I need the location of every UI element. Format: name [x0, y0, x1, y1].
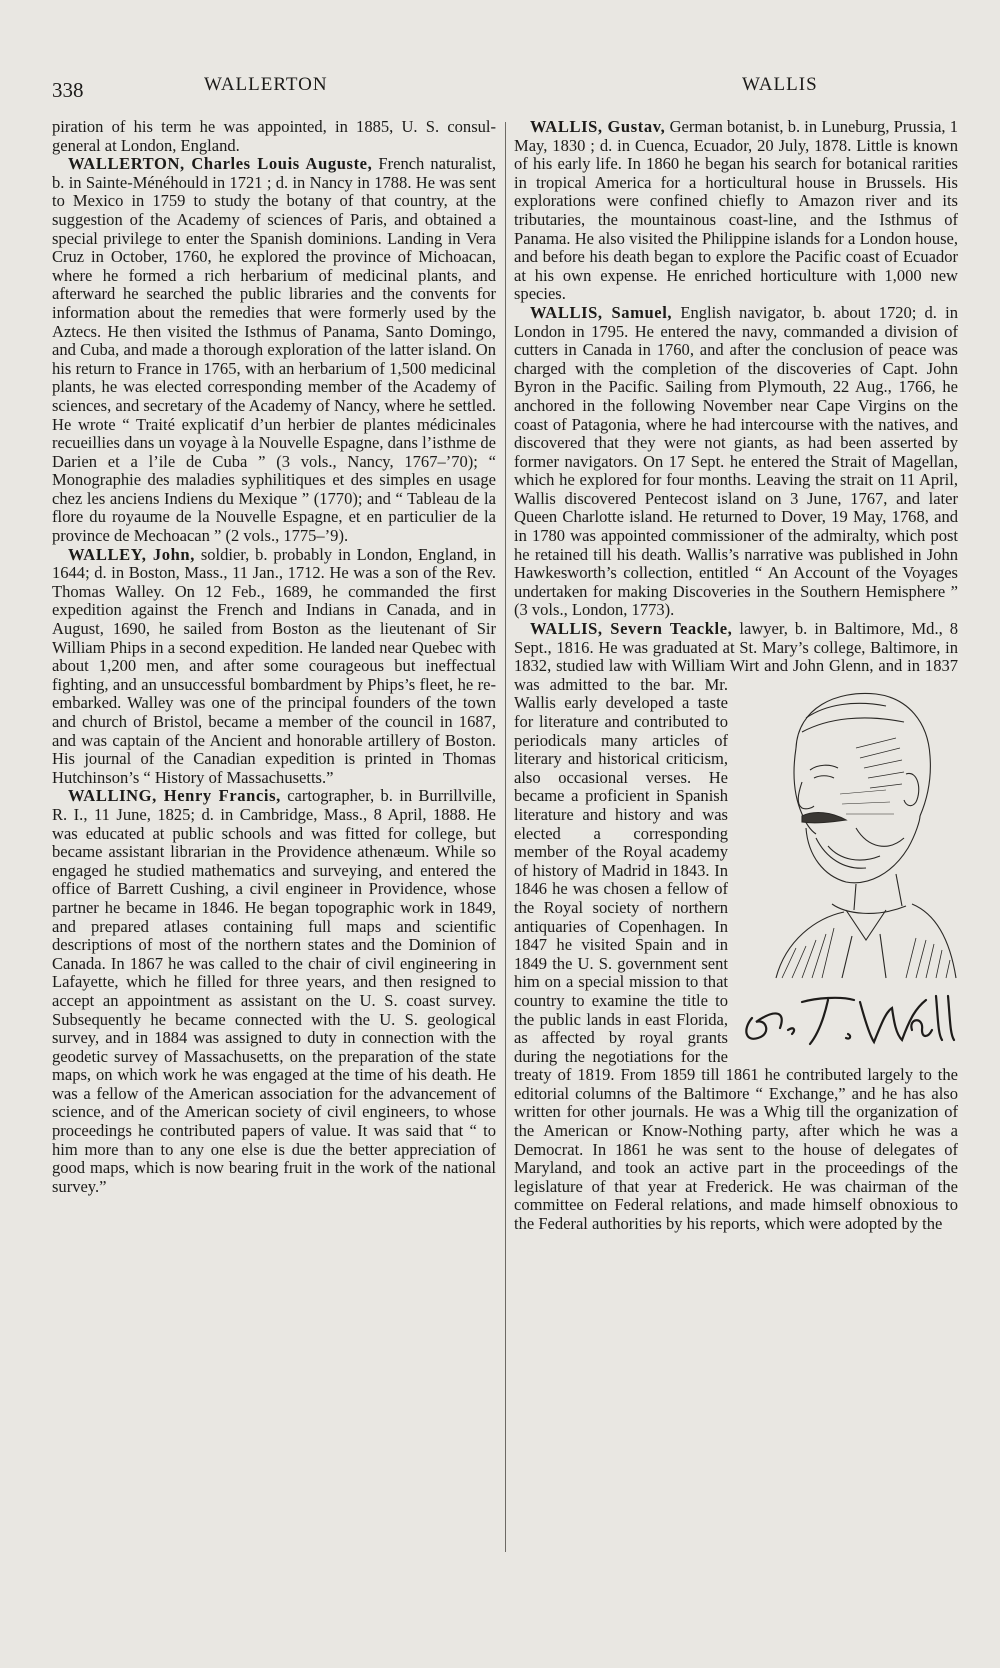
entry-text-wallis-gustav: German botanist, b. in Luneburg, Prussia, 1 May, 1830 ; d. in Cuenca, Ecuador, 20 July, 1878. Little is known of his early life. In 1860 he began his search for botanical rarities in tropical America for a horticultural house in Brussels. His explorations were confined chiefly to Amazon river and its tributaries, the mountainous coast-line, and the Isthmus of Panama. He also visited the Philippine islands for a London house, and before his death began to explore the Pacific coast of Ecuador at his own expense. He enriched horticulture with 1,000 new species.	[514, 117, 958, 304]
entry-wallis-gustav	[514, 118, 958, 304]
entry-text-wallis-severn-intro: lawyer, b. in Baltimore, Md., 8 Sept., 1816. He was graduated at St. Mary’s college, Baltimore, in 1832, studied law with William Wirt and John Glenn, and in 1837	[514, 619, 959, 676]
left-column	[52, 118, 496, 1196]
portrait-signature-text: S. T. Wallis	[844, 1049, 850, 1051]
entry-wallis-severn	[514, 620, 958, 1234]
entry-wallis-samuel	[514, 304, 958, 620]
entry-text-wallis-severn-continued: 1847 he visited Spain and in 1849 the U. S. government sent him on a special mission to that country to examine the title to the public lands in east Florida, as affected by royal grants during the negotiations for the treaty of 1819. From 1859 till 1861 he contributed largely to the editorial columns of the Baltimore “ Exchange,” and he has also written for other journals. He was a Whig till the organization of the American or Know-Nothing party, after which he was a Democrat. In 1861 he was sent to the house of delegates of Maryland, and took an active part in the proceedings of the legislature of that year at Frederick. He was chairman of the committee on Federal relations, and made himself obnoxious to the Federal authorities by his reports, which were adopted by the	[514, 935, 958, 1234]
continued-text: piration of his term he was appointed, in 1885, U. S. consul-general at London, England.	[52, 117, 496, 155]
running-header	[52, 66, 960, 106]
page-number: 338	[52, 78, 84, 102]
entry-text-wallis-severn-wrapped: was admitted to the bar. Mr. Wallis early developed a taste for literature and contributed to periodicals many articles of literary and historical criticism, also occasional verses. He became a proficient in Spanish literature and history and was elected a corresponding member of the Royal academy of history of Madrid in 1843. In 1846 he was chosen a fellow of the Royal society of northern antiquaries of Copenhagen. In	[514, 674, 728, 936]
headword-walley: WALLEY, John,	[68, 544, 195, 564]
portrait-figure	[736, 678, 958, 1053]
portrait-mustache	[802, 812, 846, 822]
entry-text-wallerton: French naturalist, b. in Sainte-Ménéhould in 1721 ; d. in Nancy in 1788. He was sent to Mexico in 1759 to study the botany of that country, at the suggestion of the Academy of sciences of Paris, and obtained a special privilege to enter the Spanish dominions. Landing in Vera Cruz in October, 1760, he explored the province of Michoacan, where he formed a rich herbarium of medicinal plants, and afterward he searched the public libraries and the convents for information about the remedies that were formerly used by the Aztecs. He then visited the Isthmus of Panama, Santo Domingo, and Cuba, and made a thorough exploration of the latter island. On his return to France in 1765, with an herbarium of 1,500 medicinal plants, he was elected corresponding member of the Academy of sciences, and secretary of the Academy of Nancy, where he settled. He wrote “ Traité explicatif d’un herbier de plantes médicinales recueillies dans un voyage à la Nouvelle Espagne, dans l’isthme de Darien et a l’ile de Cuba ” (3 vols., Nancy, 1767–’70); “ Monographie des maladies syphilitiques et des simples en usage chez les anciens Indiens du Mexique ” (1770); and “ Tableau de la flore du royaume de la Nouvelle Espagne, et en particulier de la province de Mechoacan ” (2 vols., 1775–’9).	[52, 154, 496, 546]
entry-text-walley: soldier, b. probably in London, England, in 1644; d. in Boston, Mass., 11 Jan., 1712. He was a son of the Rev. Thomas Walley. On 12 Feb., 1689, he commanded the first expedition against the French and Indians in Canada, and in August, 1690, he sailed from Boston as the lieutenant of Sir William Phips in a second expedition. He landed near Quebec with about 1,200 men, and after some courageous but ineffectual fighting, and an unsuccessful bombardment by Phips’s fleet, he re-embarked. Walley was one of the principal founders of the town and church of Bristol, became a member of the council in 1687, and was captain of the Ancient and honorable artillery of Boston. His journal of the Canadian expedition is printed in Thomas Hutchinson’s “ History of Massachusetts.”	[52, 544, 496, 787]
right-running-head: WALLIS	[742, 74, 818, 95]
portrait-ear	[904, 773, 919, 805]
right-column	[514, 118, 958, 1234]
entry-walling	[52, 787, 496, 1196]
portrait-signature	[746, 996, 954, 1044]
headword-walling: WALLING, Henry Francis,	[68, 786, 281, 806]
entry-walley	[52, 546, 496, 788]
column-divider	[505, 122, 506, 1552]
headword-wallerton: WALLERTON, Charles Louis Auguste,	[68, 154, 373, 174]
headword-wallis-severn: WALLIS, Severn Teackle,	[530, 619, 733, 639]
entry-wallerton	[52, 155, 496, 545]
left-running-head: WALLERTON	[204, 74, 328, 95]
entry-text-walling: cartographer, b. in Burrillville, R. I., 11 June, 1825; d. in Cambridge, Mass., 8 April, 1888. He was educated at public schools and was fitted for college, but became assistant librarian in the Providence athenæum. While so engaged he studied mathematics and surveying, and entered the office of Barrett Cushing, a civil engineer in Providence, whose partner he became in 1846. He began topographic work in 1849, and prepared atlases containing full maps and scientific descriptions of most of the northern states and the Dominion of Canada. In 1867 he was called to the chair of civil engineering in Lafayette, which he filled for three years, and then resigned to accept an appointment as assistant on the U. S. coast survey. Subsequently he became connected with the U. S. geological survey, and in 1884 was assigned to duty in connection with the geodetic survey of Massachusetts, on the preparation of the state maps, on which work he was engaged at the time of his death. He was a fellow of the American association for the advancement of science, and of the American society of civil engineers, to whose proceedings he contributed papers of value. It was said that “ to him more than to any one else is due the better appreciation of good maps, which is now bearing fruit in the work of the national survey.”	[52, 786, 496, 1196]
portrait-engraving	[736, 678, 958, 1053]
portrait-nose	[798, 782, 814, 809]
headword-wallis-gustav: WALLIS, Gustav,	[530, 117, 666, 136]
headword-wallis-samuel: WALLIS, Samuel,	[530, 302, 673, 322]
entry-text-wallis-samuel: English navigator, b. about 1720; d. in London in 1795. He entered the navy, commanded a division of cutters in Canada in 1760, and after the conclusion of peace was charged with the completion of the discoveries of Capt. John Byron in the Pacific. Sailing from Plymouth, 22 Aug., 1766, he anchored in the following November near Cape Virgins on the coast of Patagonia, where he had intercourse with the natives, and discovered that they were not giants, as had been asserted by former navigators. On 17 Sept. he entered the Strait of Magellan, which he explored for four months. Leaving the strait on 11 April, Wallis discovered Pentecost island on 3 June, 1767, and later Queen Charlotte island. He returned to Dover, 19 May, 1768, and in 1780 was appointed commissioner of the admiralty, which post he retained till his death. Wallis’s narrative was published in John Hawkesworth’s collection, entitled “ An Account of the Voyages undertaken for making Discoveries in the Southern Hemisphere ” (3 vols., London, 1773).	[514, 302, 958, 620]
